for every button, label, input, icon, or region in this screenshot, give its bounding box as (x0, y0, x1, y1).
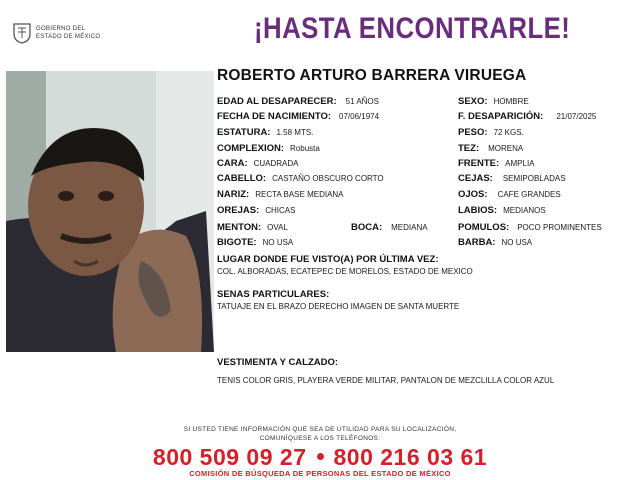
field-label: MENTON: (217, 222, 262, 233)
phone-numbers (0, 444, 640, 471)
field-value: NO USA (262, 238, 294, 247)
field-value: 72 KGS. (493, 128, 524, 137)
field-value: CASTAÑO OBSCURO CORTO (272, 174, 384, 183)
field-label: FECHA DE NACIMIENTO: (217, 111, 331, 122)
field-value: MEDIANA (391, 223, 428, 232)
field-height (217, 126, 313, 139)
marks-value: TATUAJE EN EL BRAZO DERECHO IMAGEN DE SANTA MUERTE (217, 302, 460, 311)
last-seen-label: LUGAR DONDE FUE VISTO(A) POR ÚLTIMA VEZ: (217, 254, 439, 265)
field-ears (217, 204, 295, 217)
marks-label: SENAS PARTICULARES: (217, 289, 330, 300)
field-label: BOCA: (351, 222, 383, 233)
field-value: AMPLIA (505, 159, 535, 168)
field-label: FRENTE: (458, 158, 500, 169)
missing-person-photo (6, 71, 214, 352)
field-label: OREJAS: (217, 205, 260, 216)
field-mustache (217, 236, 293, 249)
field-cheekbones (458, 221, 602, 234)
state-crest-icon (12, 22, 32, 44)
field-birthdate (217, 110, 379, 123)
field-sex (458, 95, 529, 108)
field-label: BARBA: (458, 237, 496, 248)
government-logo (12, 22, 132, 46)
field-weight (458, 126, 524, 139)
field-eyebrows (458, 172, 566, 185)
field-build (217, 142, 320, 155)
field-label: CARA: (217, 158, 248, 169)
field-disappearance-date (458, 110, 596, 123)
field-label: OJOS: (458, 189, 488, 200)
field-value: Robusta (290, 144, 320, 153)
field-value: 21/07/2025 (556, 112, 597, 121)
logo-line-2: ESTADO DE MÉXICO (36, 34, 101, 40)
field-value: 07/06/1974 (339, 112, 380, 121)
field-chin (217, 221, 288, 234)
field-label: LABIOS: (458, 205, 498, 216)
field-label: PESO: (458, 127, 488, 138)
field-value: CAFE GRANDES (497, 190, 561, 199)
field-label: BIGOTE: (217, 237, 257, 248)
field-lips (458, 204, 546, 217)
field-value: CUADRADA (253, 159, 299, 168)
field-value: SEMIPOBLADAS (502, 174, 566, 183)
field-label: EDAD AL DESAPARECER: (217, 96, 337, 107)
field-value: 51 AÑOS (345, 97, 379, 106)
headline: ¡HASTA ENCONTRARLE! (254, 12, 571, 45)
field-eyes (458, 188, 561, 201)
field-label: CEJAS: (458, 173, 493, 184)
field-label: CABELLO: (217, 173, 267, 184)
field-value: MORENA (488, 144, 524, 153)
field-label: F. DESAPARICIÓN: (458, 111, 544, 122)
info-line-1: SI USTED TIENE INFORMACIÓN QUE SEA DE UTILIDAD PARA SU LOCALIZACIÓN, (183, 426, 457, 433)
field-mouth (351, 221, 428, 234)
field-face (217, 157, 299, 170)
separator-dot-icon (317, 453, 324, 460)
field-complexion (458, 142, 523, 155)
field-label: ESTATURA: (217, 127, 271, 138)
info-line-2: COMUNÍQUESE A LOS TELÉFONOS: (259, 435, 381, 442)
clothing-label: VESTIMENTA Y CALZADO: (217, 357, 339, 368)
last-seen-value: COL. ALBORADAS, ECATEPEC DE MORELOS, ESTADO DE MEXICO (217, 267, 473, 276)
field-beard (458, 236, 532, 249)
field-age (217, 95, 379, 108)
field-label: POMULOS: (458, 222, 510, 233)
phone-number-1[interactable]: 800 509 09 27 (152, 444, 307, 470)
field-nose (217, 188, 344, 201)
commission-name: COMISIÓN DE BÚSQUEDA DE PERSONAS DEL ESTADO DE MÉXICO (189, 469, 451, 478)
field-value: 1.58 MTS. (276, 128, 314, 137)
field-value: NO USA (501, 238, 533, 247)
phone-number-2[interactable]: 800 216 03 61 (333, 444, 488, 470)
field-value: POCO PROMINENTES (517, 223, 602, 232)
field-label: COMPLEXION: (217, 143, 285, 154)
field-value: MEDIANOS (503, 206, 546, 215)
field-hair (217, 172, 384, 185)
field-value: HOMBRE (493, 97, 529, 106)
field-value: RECTA BASE MEDIANA (255, 190, 344, 199)
field-label: SEXO: (458, 96, 488, 107)
field-forehead (458, 157, 535, 170)
field-label: TEZ: (458, 143, 480, 154)
field-value: CHICAS (265, 206, 296, 215)
logo-line-1: GOBIERNO DEL (36, 26, 86, 32)
field-value: OVAL (267, 223, 288, 232)
field-label: NARIZ: (217, 189, 250, 200)
clothing-value: TENIS COLOR GRIS, PLAYERA VERDE MILITAR, PANTALON DE MEZCLILLA COLOR AZUL (217, 376, 555, 385)
person-name: ROBERTO ARTURO BARRERA VIRUEGA (217, 67, 527, 84)
